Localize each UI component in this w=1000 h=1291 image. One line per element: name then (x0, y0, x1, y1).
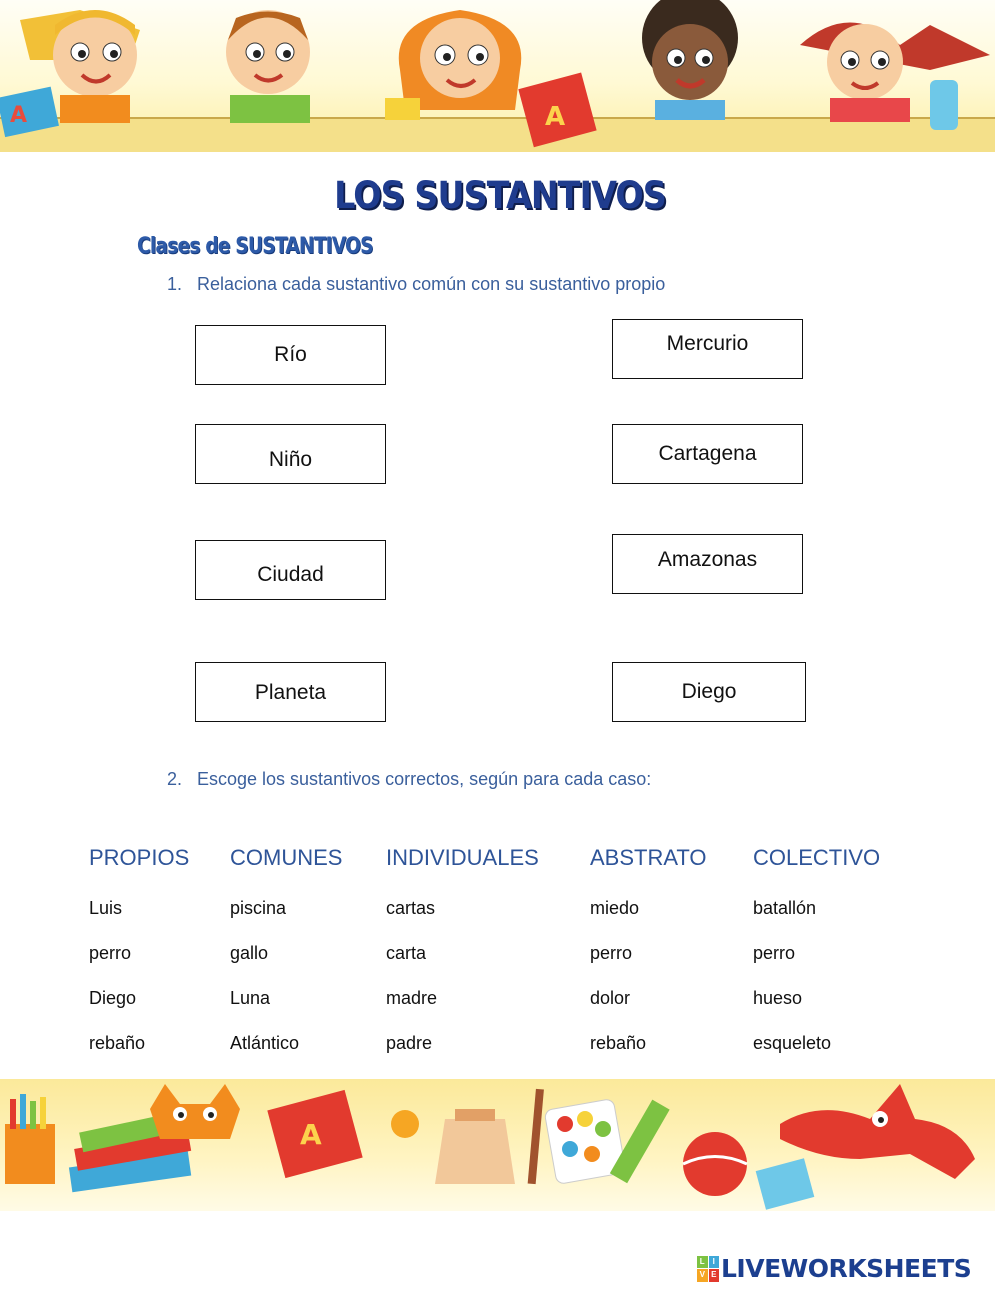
word-option[interactable]: Luna (230, 988, 271, 1008)
word-option[interactable]: dolor (590, 988, 631, 1008)
column-header-colectivo: COLECTIVO (753, 845, 881, 870)
svg-text:A: A (10, 103, 28, 128)
exercise1-text: Relaciona cada sustantivo común con su sustantivo propio (197, 274, 666, 294)
bottom-banner-illustration (0, 1079, 995, 1211)
column-header-comunes: COMUNES (230, 845, 343, 870)
match-box-right-2[interactable]: Cartagena (612, 424, 803, 484)
word-option[interactable]: batallón (753, 898, 817, 918)
column-header-abstrato: ABSTRATO (590, 845, 707, 870)
word-option[interactable]: madre (386, 988, 438, 1008)
match-box-left-1[interactable]: Río (195, 325, 386, 385)
word-option[interactable]: perro (89, 943, 132, 963)
word-option[interactable]: rebaño (89, 1033, 146, 1053)
top-banner-illustration (0, 0, 995, 152)
brand-name: LIVEWORKSHEETS (721, 1254, 972, 1283)
svg-text:A: A (300, 1118, 322, 1151)
school-supplies-illustration (0, 1079, 995, 1211)
word-option[interactable]: miedo (590, 898, 640, 918)
match-box-left-2[interactable]: Niño (195, 424, 386, 484)
exercise2-number: 2. (167, 769, 183, 789)
exercise2-instruction (167, 769, 651, 790)
word-option[interactable]: hueso (753, 988, 803, 1008)
word-option[interactable]: gallo (230, 943, 269, 963)
word-option[interactable]: perro (753, 943, 796, 963)
liveworksheets-logo-icon (697, 1256, 719, 1282)
logo-letter: V (697, 1269, 708, 1282)
match-box-right-3[interactable]: Amazonas (612, 534, 803, 594)
word-option[interactable]: padre (386, 1033, 433, 1053)
column-header-propios: PROPIOS (89, 845, 190, 870)
word-option[interactable]: esqueleto (753, 1033, 832, 1053)
word-option[interactable]: Atlántico (230, 1033, 300, 1053)
section-subtitle: Clases de SUSTANTIVOS (137, 234, 373, 259)
match-box-right-4[interactable]: Diego (612, 662, 806, 722)
word-option[interactable]: carta (386, 943, 427, 963)
match-box-left-4[interactable]: Planeta (195, 662, 386, 722)
svg-text:A: A (545, 102, 566, 132)
match-box-right-1[interactable]: Mercurio (612, 319, 803, 379)
logo-letter: E (709, 1269, 720, 1282)
word-option[interactable]: rebaño (590, 1033, 647, 1053)
word-option[interactable]: piscina (230, 898, 287, 918)
exercise1-number: 1. (167, 274, 183, 294)
match-box-left-3[interactable]: Ciudad (195, 540, 386, 600)
logo-letter: L (697, 1256, 708, 1269)
logo-letter: I (709, 1256, 720, 1269)
page-title: LOS SUSTANTIVOS (334, 174, 666, 217)
children-illustration (0, 0, 995, 152)
column-header-individuales: INDIVIDUALES (386, 845, 539, 870)
exercise1-instruction (167, 274, 665, 295)
exercise2-text: Escoge los sustantivos correctos, según para cada caso: (197, 769, 652, 789)
word-option[interactable]: Luis (89, 898, 123, 918)
word-option[interactable]: cartas (386, 898, 436, 918)
word-option[interactable]: Diego (89, 988, 137, 1008)
liveworksheets-brand (697, 1254, 971, 1283)
word-option[interactable]: perro (590, 943, 633, 963)
